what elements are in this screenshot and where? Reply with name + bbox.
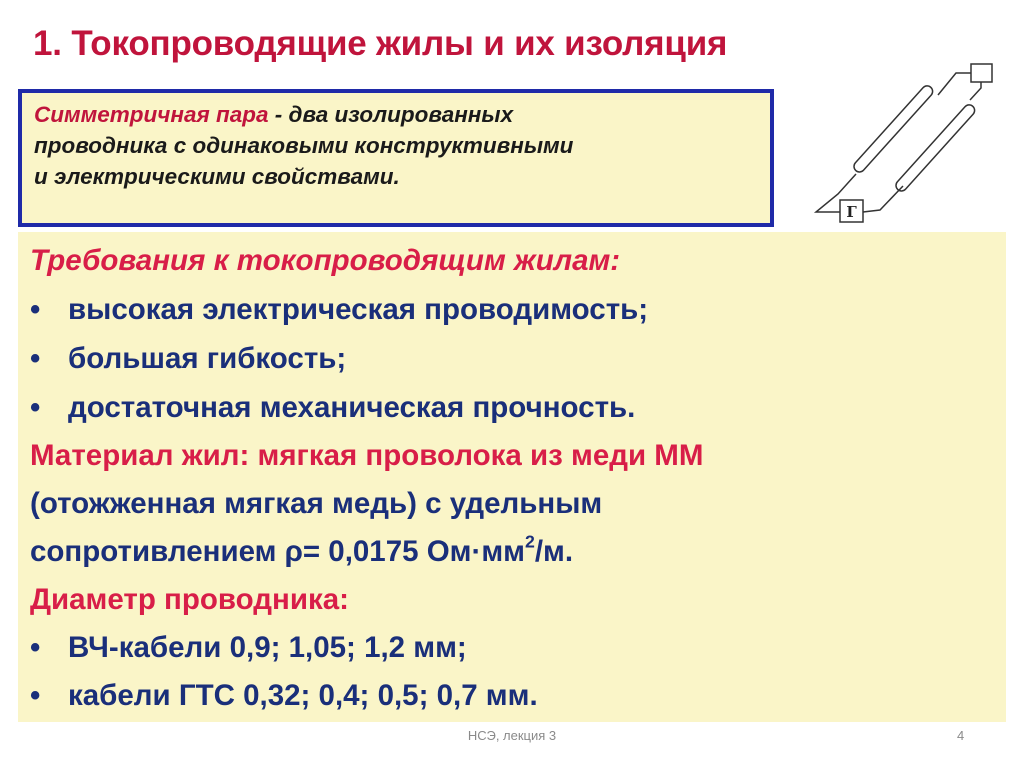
page-number: 4 [957,728,965,743]
slide-title: 1. Токопроводящие жилы и их изоляция [33,24,728,63]
superscript-2: 2 [524,531,535,552]
diameter-text: кабели ГТС 0,32; 0,4; 0,5; 0,7 мм. [68,679,538,712]
resistivity-text: сопротивлением ρ= 0,0175 Ом·мм [30,535,525,568]
diameter-text: ВЧ-кабели 0,9; 1,05; 1,2 мм; [68,631,467,664]
requirement-text: высокая электрическая проводимость; [68,293,649,326]
requirement-text: большая гибкость; [68,342,347,375]
requirements-heading: Требования к токопроводящим жилам: [30,244,621,277]
symmetric-pair-diagram [808,60,998,230]
top-wire-1 [938,73,971,95]
diameter-item [30,631,467,665]
definition-line-3: и электрическими свойствами. [34,164,400,189]
diameter-item [30,679,538,713]
bullet: • [30,631,41,664]
requirement-item [30,293,648,327]
requirement-text: достаточная механическая прочность. [68,391,636,424]
bullet: • [30,391,41,424]
top-wire-2 [970,82,981,100]
load-box [971,64,992,82]
definition-line-1 [34,99,758,130]
requirement-item [30,391,635,425]
footer-text: НСЭ, лекция 3 [467,728,557,743]
bullet: • [30,342,41,375]
bullet: • [30,679,41,712]
material-line-3 [30,531,574,569]
definition-text-1: два изолированных [288,102,514,127]
bottom-wire-2 [863,186,903,212]
bullet: • [30,293,41,326]
definition-term: Симметричная пара [34,102,269,127]
requirement-item [30,342,346,376]
diameter-heading: Диаметр проводника: [30,583,349,616]
definition-line-2: проводника с одинаковыми конструктивными [34,133,574,158]
resistivity-unit-suffix: /м. [534,535,574,568]
material-line-2: (отожженная мягкая медь) с удельным [30,487,603,520]
definition-box [18,89,774,227]
generator-label: Г [846,203,857,221]
definition-dash: - [268,102,289,127]
material-label: Материал жил: мягкая проволока из меди ММ [30,439,704,472]
